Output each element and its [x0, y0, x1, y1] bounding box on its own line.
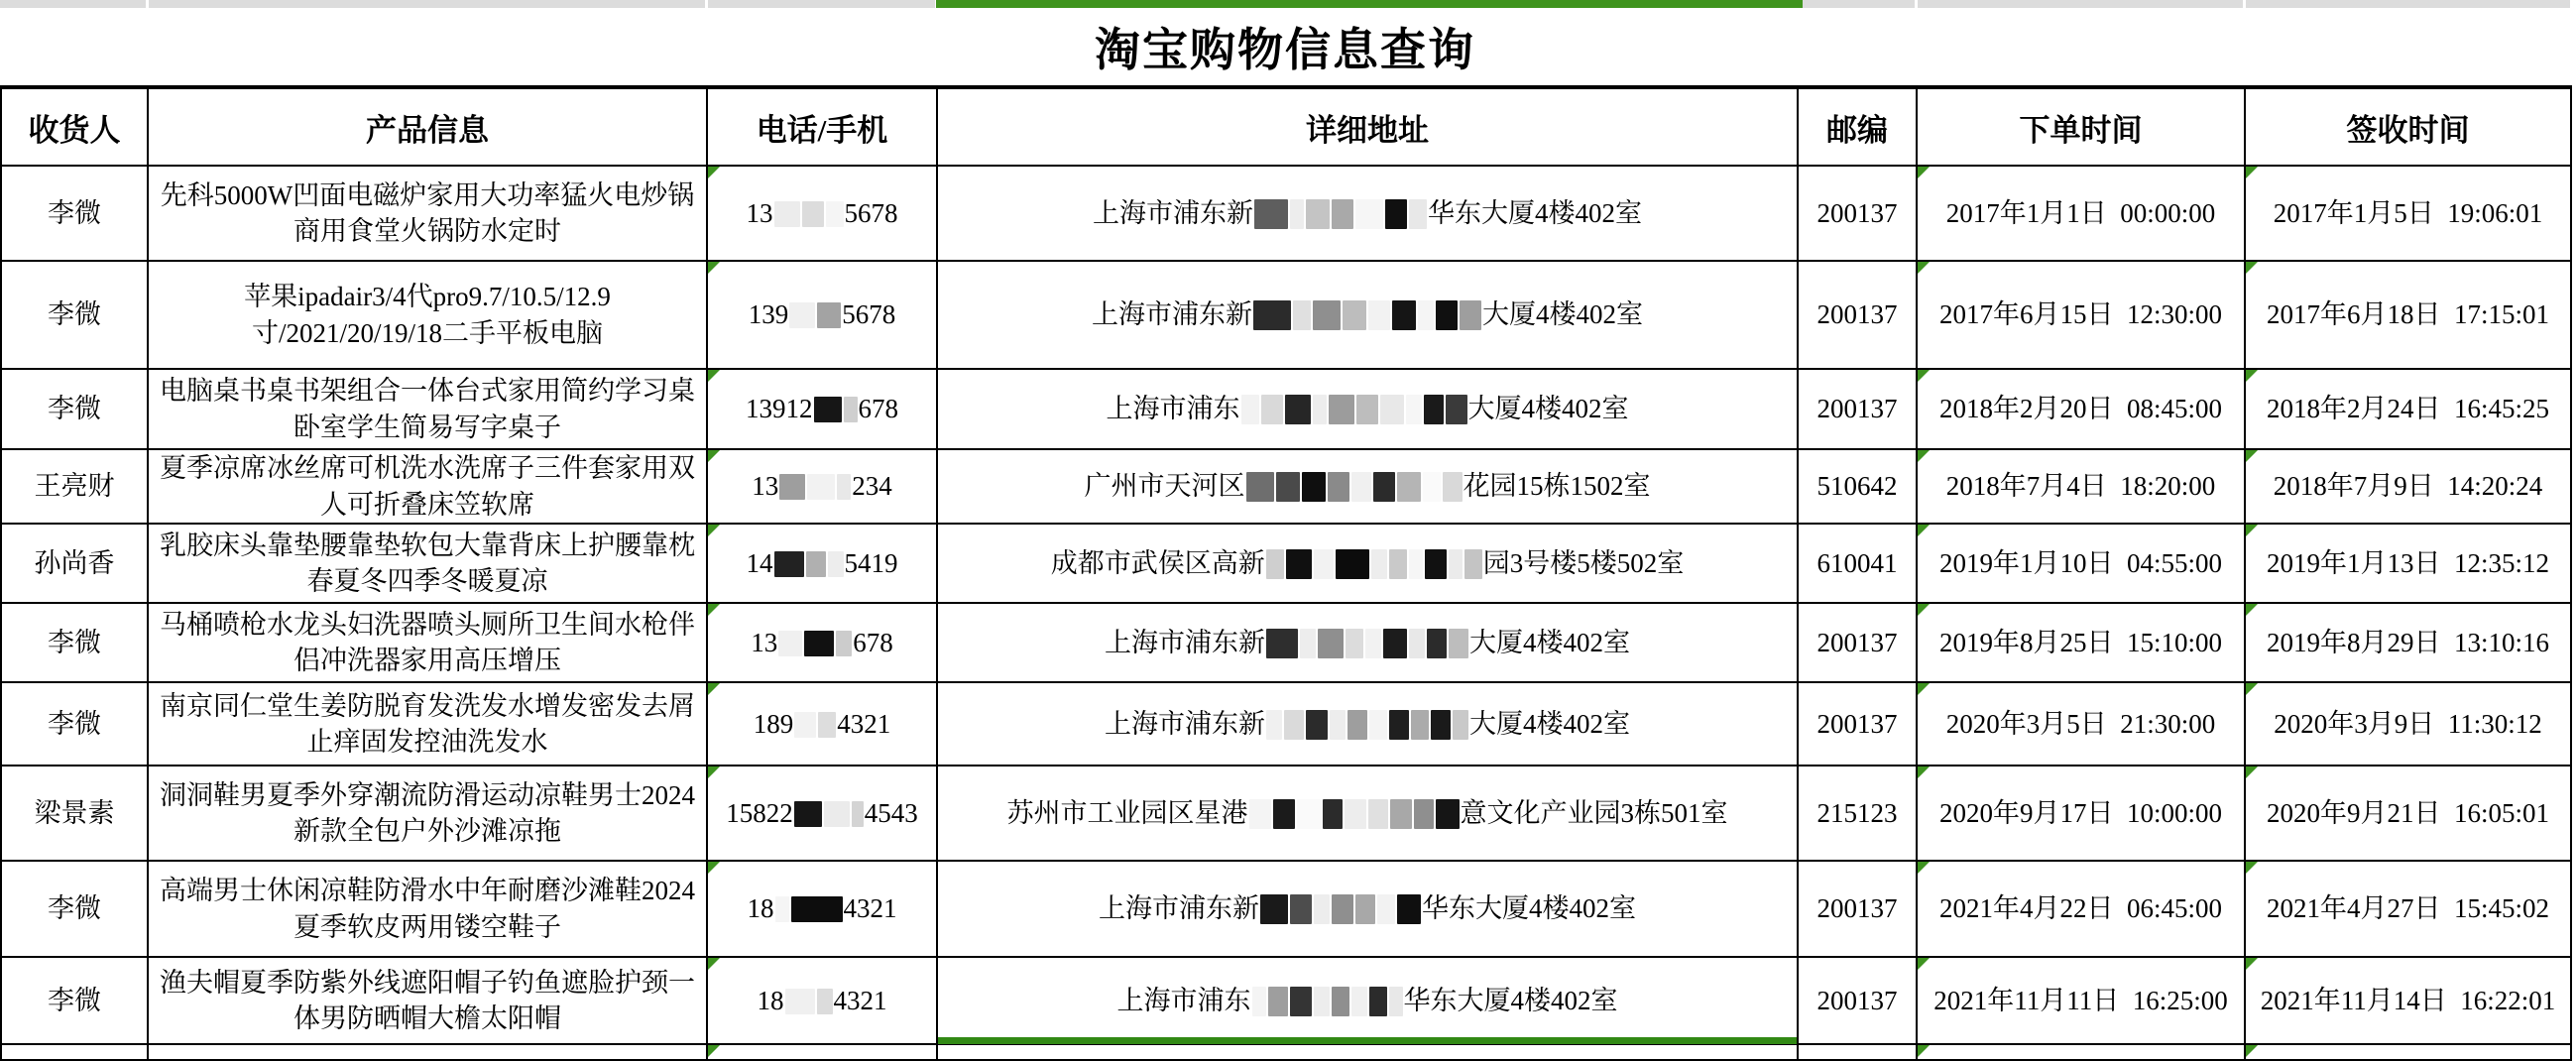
phone-prefix: 13	[752, 471, 779, 502]
zip-cell[interactable]	[1798, 1044, 1917, 1060]
redaction-block	[1368, 300, 1390, 330]
phone-suffix: 4321	[843, 893, 897, 924]
address-prefix: 苏州市工业园区星港	[1006, 797, 1248, 828]
address-cell[interactable]	[937, 861, 1798, 957]
redaction-block	[1260, 894, 1288, 924]
recipient-cell[interactable]: 李微	[1, 861, 148, 957]
address-cell[interactable]	[937, 682, 1798, 766]
zip-cell[interactable]: 200137	[1798, 261, 1917, 369]
redaction-block	[824, 801, 850, 827]
redaction-block	[789, 302, 815, 328]
redaction-block	[774, 201, 800, 227]
phone-redaction	[777, 628, 853, 657]
phone-redaction	[773, 198, 845, 228]
table-header	[1, 87, 2571, 166]
recipient-cell[interactable]: 李微	[1, 261, 148, 369]
strip-separator	[705, 0, 708, 8]
redaction-block	[1313, 395, 1327, 424]
address-cell[interactable]	[937, 603, 1798, 682]
redaction-block	[1423, 472, 1441, 502]
redaction-block	[1460, 300, 1481, 330]
redaction-block	[1266, 549, 1284, 579]
redaction-block	[1446, 395, 1467, 424]
redaction-block	[1318, 629, 1344, 658]
redaction-block	[1290, 894, 1312, 924]
redaction-block	[1336, 549, 1369, 579]
address-prefix: 上海市浦东新	[1105, 627, 1265, 657]
redaction-block	[1409, 549, 1423, 579]
address-redaction	[1252, 299, 1482, 329]
redaction-block	[1351, 987, 1367, 1016]
recipient-cell[interactable]: 王亮财	[1, 449, 148, 524]
redaction-block	[1406, 395, 1422, 424]
redaction-block	[1249, 799, 1271, 829]
phone-prefix: 14	[746, 547, 773, 578]
redaction-block	[791, 896, 843, 922]
phone-cell[interactable]	[707, 449, 937, 524]
selected-column-header-highlight	[936, 0, 1803, 8]
address-cell[interactable]	[937, 957, 1798, 1044]
redaction-block	[779, 474, 805, 500]
redaction-block	[1306, 710, 1328, 740]
header-row	[1, 87, 2571, 166]
redaction-block	[1418, 300, 1434, 330]
table-row	[1, 766, 2571, 861]
redaction-block	[1266, 629, 1298, 658]
table-row	[1, 166, 2571, 261]
phone-suffix: 5678	[842, 299, 896, 330]
redaction-block	[1449, 549, 1463, 579]
recipient-cell[interactable]: 梁景素	[1, 766, 148, 861]
redaction-block	[1332, 199, 1353, 229]
redaction-block	[826, 201, 844, 227]
address-prefix: 成都市武侯区高新	[1050, 547, 1265, 578]
redaction-block	[774, 551, 804, 577]
phone-cell[interactable]	[707, 603, 937, 682]
phone-prefix: 13	[751, 627, 778, 657]
redaction-block	[1368, 799, 1388, 829]
redaction-block	[1373, 472, 1395, 502]
recipient-cell[interactable]	[1, 1044, 148, 1060]
redaction-block	[852, 801, 864, 827]
product-cell[interactable]: 乳胶床头靠垫腰靠垫软包大靠背床上护腰靠枕春夏冬四季冬暖夏凉	[148, 524, 707, 603]
redaction-block	[1397, 894, 1421, 924]
redaction-block	[836, 631, 852, 656]
address-suffix: 华东大厦4楼402室	[1428, 197, 1642, 228]
address-redaction	[1265, 709, 1469, 739]
redaction-block	[1285, 395, 1311, 424]
header-phone[interactable]: 电话/手机	[707, 87, 937, 166]
redaction-block	[794, 801, 822, 827]
phone-prefix: 13912	[746, 394, 813, 424]
phone-prefix: 189	[753, 708, 794, 739]
address-redaction	[1259, 893, 1422, 923]
redaction-block	[775, 896, 789, 922]
zip-cell[interactable]: 200137	[1798, 603, 1917, 682]
phone-suffix: 678	[853, 627, 893, 657]
order-time-cell[interactable]: 2019年8月25日 15:10:00	[1917, 603, 2245, 682]
redaction-block	[785, 989, 815, 1014]
table-row	[1, 524, 2571, 603]
redaction-block	[794, 712, 816, 738]
redaction-block	[1427, 629, 1447, 658]
phone-suffix: 5678	[844, 197, 898, 228]
phone-prefix: 18	[757, 985, 784, 1015]
redaction-block	[1453, 710, 1468, 740]
phone-prefix: 139	[748, 299, 789, 330]
redaction-block	[1443, 472, 1463, 502]
product-cell[interactable]: 电脑桌书桌书架组合一体台式家用简约学习桌卧室学生简易写字桌子	[148, 369, 707, 449]
strip-separator	[146, 0, 149, 8]
redaction-block	[1436, 799, 1460, 829]
order-time-cell[interactable]: 2019年1月10日 04:55:00	[1917, 524, 2245, 603]
sign-time-cell[interactable]: 2020年9月21日 16:05:01	[2245, 766, 2571, 861]
redaction-block	[814, 397, 842, 422]
address-redaction	[1240, 394, 1468, 423]
header-zip[interactable]: 邮编	[1798, 87, 1917, 166]
redaction-block	[1306, 199, 1330, 229]
order-time-cell[interactable]: 2017年1月1日 00:00:00	[1917, 166, 2245, 261]
order-time-cell[interactable]	[1917, 1044, 2245, 1060]
redaction-block	[1266, 710, 1282, 740]
redaction-block	[806, 551, 826, 577]
phone-cell[interactable]	[707, 957, 937, 1044]
address-prefix: 上海市浦东	[1106, 394, 1240, 424]
redaction-block	[1253, 300, 1291, 330]
sign-time-cell[interactable]: 2017年1月5日 19:06:01	[2245, 166, 2571, 261]
phone-cell[interactable]	[707, 369, 937, 449]
product-cell[interactable]: 马桶喷枪水龙头妇洗器喷头厕所卫生间水枪伴侣冲洗器家用高压增压	[148, 603, 707, 682]
table-body	[1, 166, 2571, 1060]
redaction-block	[1330, 710, 1346, 740]
zip-cell[interactable]: 200137	[1798, 957, 1917, 1044]
redaction-block	[1314, 549, 1334, 579]
selection-border	[938, 1037, 1797, 1044]
address-redaction	[1253, 198, 1428, 228]
purchase-info-table	[0, 85, 2572, 1061]
address-redaction	[1265, 548, 1483, 578]
redaction-block	[1409, 629, 1425, 658]
header-recipient[interactable]: 收货人	[1, 87, 148, 166]
phone-cell[interactable]	[707, 1044, 937, 1060]
page-title: 淘宝购物信息查询	[1095, 25, 1475, 75]
product-cell[interactable]: 苹果ipadair3/4代pro9.7/10.5/12.9寸/2021/20/19/18二手平板电脑	[148, 261, 707, 369]
redaction-block	[1409, 199, 1427, 229]
order-time-cell[interactable]: 2021年11月11日 16:25:00	[1917, 957, 2245, 1044]
phone-prefix: 13	[746, 197, 773, 228]
redaction-block	[807, 474, 835, 500]
table-row	[1, 261, 2571, 369]
redaction-block	[1365, 629, 1381, 658]
redaction-block	[1329, 395, 1354, 424]
title-cell[interactable]	[0, 8, 2570, 85]
address-cell[interactable]	[937, 166, 1798, 261]
phone-cell[interactable]	[707, 261, 937, 369]
address-suffix: 意文化产业园3栋501室	[1460, 797, 1728, 828]
redaction-block	[1332, 894, 1353, 924]
redaction-block	[1411, 710, 1429, 740]
order-time-cell[interactable]: 2021年4月22日 06:45:00	[1917, 861, 2245, 957]
zip-cell[interactable]: 200137	[1798, 682, 1917, 766]
redaction-block	[1345, 799, 1366, 829]
redaction-block	[1369, 710, 1387, 740]
product-cell[interactable]: 渔夫帽夏季防紫外线遮阳帽子钓鱼遮脸护颈一体男防晒帽大檐太阳帽	[148, 957, 707, 1044]
table-row	[1, 369, 2571, 449]
redaction-block	[1369, 987, 1387, 1016]
redaction-block	[1380, 395, 1404, 424]
redaction-block	[1261, 395, 1283, 424]
product-cell[interactable]: 先科5000W凹面电磁炉家用大功率猛火电炒锅商用食堂火锅防水定时	[148, 166, 707, 261]
zip-cell[interactable]: 200137	[1798, 166, 1917, 261]
redaction-block	[1351, 472, 1371, 502]
phone-cell[interactable]	[707, 166, 937, 261]
recipient-cell[interactable]: 李微	[1, 682, 148, 766]
phone-suffix: 234	[852, 471, 892, 502]
redaction-block	[1297, 799, 1321, 829]
phone-redaction	[793, 798, 865, 828]
strip-separator	[2243, 0, 2246, 8]
phone-cell[interactable]	[707, 861, 937, 957]
redaction-block	[1389, 987, 1403, 1016]
redaction-block	[1343, 300, 1366, 330]
redaction-block	[1371, 549, 1387, 579]
redaction-block	[1356, 395, 1378, 424]
order-time-cell[interactable]: 2018年7月4日 18:20:00	[1917, 449, 2245, 524]
redaction-block	[1314, 987, 1330, 1016]
header-sign-time[interactable]: 签收时间	[2245, 87, 2571, 166]
recipient-cell[interactable]: 李微	[1, 957, 148, 1044]
address-redaction	[1248, 798, 1461, 828]
redaction-block	[778, 631, 802, 656]
sign-time-cell[interactable]: 2019年1月13日 12:35:12	[2245, 524, 2571, 603]
redaction-block	[1302, 472, 1326, 502]
address-redaction	[1251, 986, 1404, 1015]
phone-prefix: 18	[747, 893, 774, 924]
redaction-block	[1397, 472, 1421, 502]
redaction-block	[1313, 300, 1341, 330]
table-row	[1, 603, 2571, 682]
sign-time-cell[interactable]: 2021年11月14日 16:22:01	[2245, 957, 2571, 1044]
redaction-block	[1293, 300, 1311, 330]
redaction-block	[804, 631, 834, 656]
phone-cell[interactable]	[707, 524, 937, 603]
order-time-cell[interactable]: 2020年3月5日 21:30:00	[1917, 682, 2245, 766]
sign-time-cell[interactable]: 2020年3月9日 11:30:12	[2245, 682, 2571, 766]
redaction-block	[1290, 987, 1312, 1016]
redaction-block	[1246, 472, 1274, 502]
redaction-block	[844, 397, 858, 422]
redaction-block	[1431, 710, 1451, 740]
redaction-block	[1436, 300, 1458, 330]
sign-time-cell[interactable]	[2245, 1044, 2571, 1060]
redaction-block	[1323, 799, 1343, 829]
address-prefix: 广州市天河区	[1084, 471, 1245, 502]
redaction-block	[1286, 549, 1312, 579]
phone-redaction	[788, 299, 842, 329]
sign-time-cell[interactable]: 2017年6月18日 17:15:01	[2245, 261, 2571, 369]
redaction-block	[1347, 710, 1367, 740]
phone-cell[interactable]	[707, 766, 937, 861]
redaction-block	[1346, 629, 1363, 658]
order-time-cell[interactable]: 2017年6月15日 12:30:00	[1917, 261, 2245, 369]
product-cell[interactable]: 洞洞鞋男夏季外穿潮流防滑运动凉鞋男士2024新款全包户外沙滩凉拖	[148, 766, 707, 861]
recipient-cell[interactable]: 李微	[1, 166, 148, 261]
order-time-cell[interactable]: 2020年9月17日 10:00:00	[1917, 766, 2245, 861]
redaction-block	[1254, 199, 1288, 229]
redaction-block	[817, 989, 833, 1014]
sign-time-cell[interactable]: 2019年8月29日 13:10:16	[2245, 603, 2571, 682]
product-cell[interactable]: 夏季凉席冰丝席可机洗水洗席子三件套家用双人可折叠床笠软席	[148, 449, 707, 524]
address-cell[interactable]	[937, 261, 1798, 369]
redaction-block	[1314, 894, 1330, 924]
redaction-block	[818, 712, 836, 738]
phone-redaction	[778, 471, 852, 501]
partial-table-row	[1, 1044, 2571, 1060]
address-suffix: 华东大厦4楼402室	[1422, 893, 1636, 924]
product-cell[interactable]: 高端男士休闲凉鞋防滑水中年耐磨沙滩鞋2024夏季软皮两用镂空鞋子	[148, 861, 707, 957]
redaction-block	[1383, 629, 1407, 658]
redaction-block	[1300, 629, 1316, 658]
redaction-block	[1425, 549, 1447, 579]
zip-cell[interactable]: 610041	[1798, 524, 1917, 603]
redaction-block	[1377, 894, 1395, 924]
address-cell[interactable]	[937, 766, 1798, 861]
phone-redaction	[813, 394, 859, 423]
address-suffix: 大厦4楼402室	[1467, 394, 1629, 424]
phone-redaction	[774, 893, 844, 923]
table-row	[1, 682, 2571, 766]
zip-cell[interactable]: 200137	[1798, 861, 1917, 957]
redaction-block	[1290, 199, 1304, 229]
redaction-block	[802, 201, 824, 227]
redaction-block	[1355, 199, 1383, 229]
address-suffix: 华东大厦4楼402室	[1403, 985, 1618, 1015]
phone-suffix: 4321	[837, 708, 891, 739]
phone-prefix: 15822	[726, 797, 793, 828]
redaction-block	[1449, 629, 1468, 658]
redaction-block	[1276, 472, 1300, 502]
phone-redaction	[793, 709, 837, 739]
address-prefix: 上海市浦东新	[1099, 893, 1259, 924]
redaction-block	[1390, 799, 1412, 829]
redaction-block	[1355, 894, 1375, 924]
address-redaction	[1245, 471, 1464, 501]
redaction-block	[1241, 395, 1259, 424]
redaction-block	[1424, 395, 1444, 424]
address-suffix: 花园15栋1502室	[1463, 471, 1651, 502]
redaction-block	[1252, 987, 1266, 1016]
redaction-block	[1332, 987, 1349, 1016]
address-cell[interactable]	[937, 369, 1798, 449]
phone-suffix: 4321	[833, 985, 887, 1015]
sign-time-cell[interactable]: 2021年4月27日 15:45:02	[2245, 861, 2571, 957]
redaction-block	[1328, 472, 1349, 502]
address-redaction	[1265, 628, 1469, 657]
zip-cell[interactable]: 510642	[1798, 449, 1917, 524]
table-row	[1, 957, 2571, 1044]
redaction-block	[1392, 300, 1416, 330]
recipient-cell[interactable]: 李微	[1, 603, 148, 682]
zip-cell[interactable]: 200137	[1798, 369, 1917, 449]
phone-suffix: 5419	[844, 547, 898, 578]
address-cell[interactable]	[937, 1044, 1798, 1060]
product-cell[interactable]: 南京同仁堂生姜防脱育发洗发水增发密发去屑止痒固发控油洗发水	[148, 682, 707, 766]
redaction-block	[1414, 799, 1434, 829]
sign-time-cell[interactable]: 2018年7月9日 14:20:24	[2245, 449, 2571, 524]
order-time-cell[interactable]: 2018年2月20日 08:45:00	[1917, 369, 2245, 449]
phone-suffix: 678	[858, 394, 898, 424]
address-prefix: 上海市浦东新	[1092, 299, 1252, 330]
redaction-block	[1389, 710, 1409, 740]
header-order-time[interactable]: 下单时间	[1917, 87, 2245, 166]
table-row	[1, 449, 2571, 524]
header-product[interactable]: 产品信息	[148, 87, 707, 166]
redaction-block	[828, 551, 844, 577]
address-suffix: 大厦4楼402室	[1469, 708, 1630, 739]
redaction-block	[1464, 549, 1482, 579]
address-suffix: 园3号楼5楼502室	[1482, 547, 1685, 578]
phone-suffix: 4543	[864, 797, 918, 828]
address-cell[interactable]	[937, 524, 1798, 603]
phone-cell[interactable]	[707, 682, 937, 766]
address-cell[interactable]	[937, 449, 1798, 524]
redaction-block	[817, 302, 841, 328]
zip-cell[interactable]: 215123	[1798, 766, 1917, 861]
product-cell[interactable]	[148, 1044, 707, 1060]
address-prefix: 上海市浦东新	[1105, 708, 1265, 739]
header-address[interactable]: 详细地址	[937, 87, 1798, 166]
redaction-block	[1385, 199, 1407, 229]
phone-redaction	[773, 548, 845, 578]
redaction-block	[1268, 987, 1288, 1016]
address-suffix: 大厦4楼402室	[1482, 299, 1643, 330]
column-headers-strip[interactable]	[0, 0, 2570, 8]
strip-separator	[1915, 0, 1918, 8]
phone-redaction	[784, 986, 834, 1015]
address-prefix: 上海市浦东新	[1093, 197, 1253, 228]
recipient-cell[interactable]: 李微	[1, 369, 148, 449]
recipient-cell[interactable]: 孙尚香	[1, 524, 148, 603]
redaction-block	[837, 474, 851, 500]
sign-time-cell[interactable]: 2018年2月24日 16:45:25	[2245, 369, 2571, 449]
address-prefix: 上海市浦东	[1116, 985, 1251, 1015]
redaction-block	[1284, 710, 1304, 740]
table-row	[1, 861, 2571, 957]
redaction-block	[1389, 549, 1407, 579]
address-suffix: 大厦4楼402室	[1469, 627, 1630, 657]
redaction-block	[1273, 799, 1295, 829]
